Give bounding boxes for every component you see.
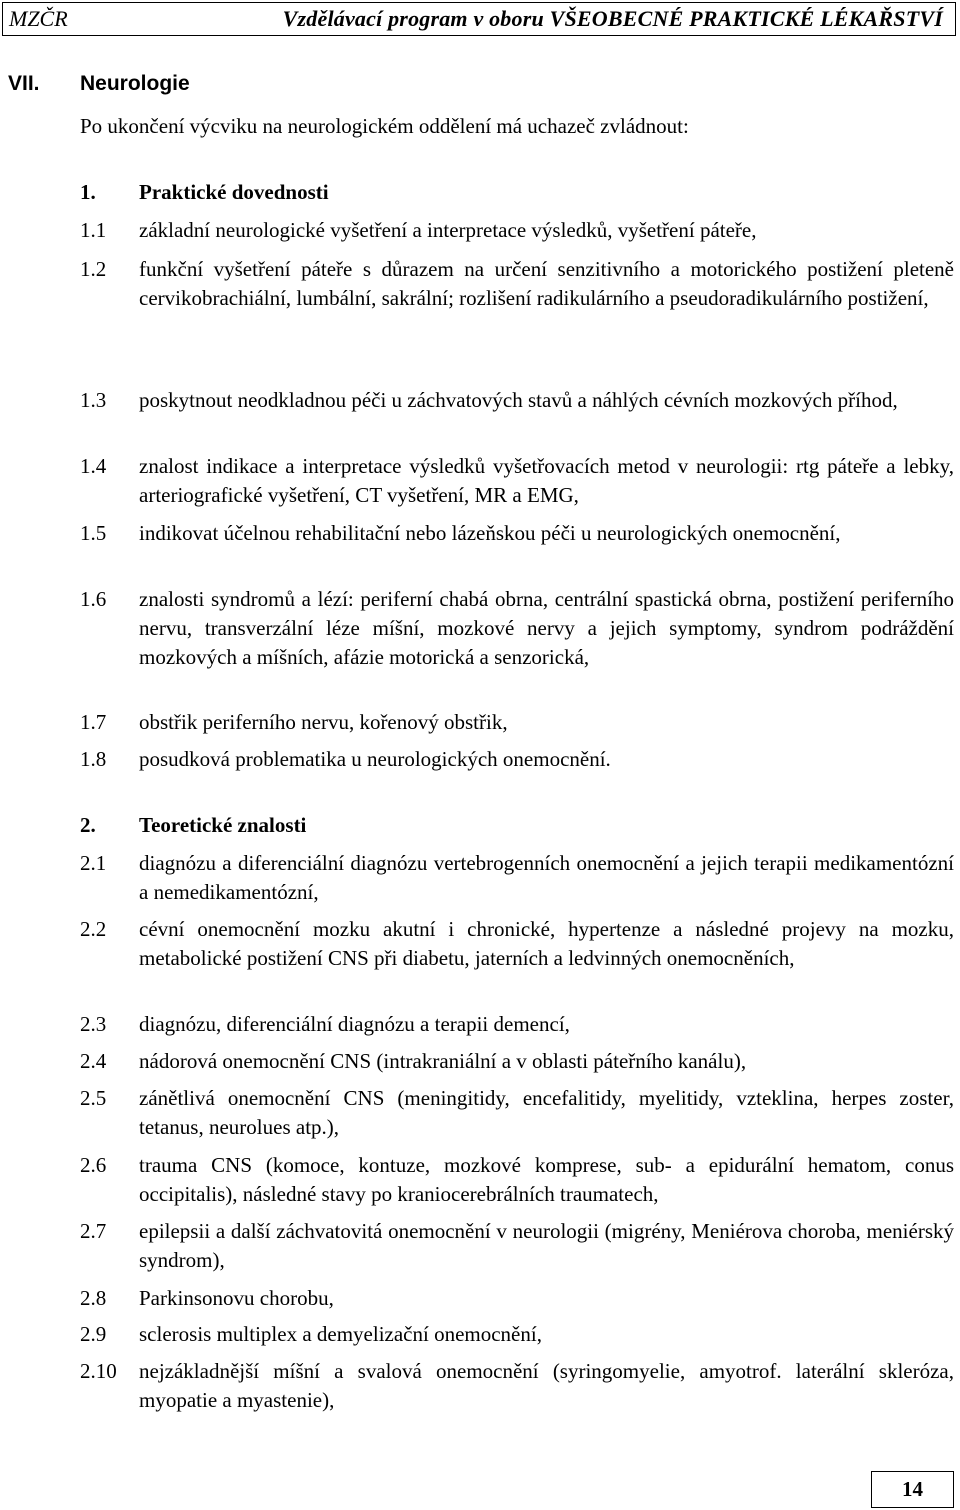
item-text: epilepsii a další záchvatovitá onemocnění v neurologii (migrény, Meniérova choroba, meniérský syndrom), <box>139 1219 954 1272</box>
item-number: 1.6 <box>80 587 107 611</box>
item-number: 1.2 <box>80 257 107 281</box>
item-text: cévní onemocnění mozku akutní i chronické, hypertenze a následné projevy na mozku, metabolické postižení CNS při diabetu, jaterních a ledvinných onemocněních, <box>139 917 954 970</box>
item-number: 2.7 <box>80 1219 107 1243</box>
chapter-heading <box>8 72 190 96</box>
item-text: funkční vyšetření páteře s důrazem na určení senzitivního a motorického postižení pleteně cervikobrachiální, lumbální, sakrální; rozlišení radikulárního a pseudoradikulárního postižení, <box>139 257 954 310</box>
list-item <box>80 216 954 245</box>
item-number: 1.7 <box>80 710 107 734</box>
item-text: znalost indikace a interpretace výsledků vyšetřovacích metod v neurologii: rtg páteře a lebky, arteriografické vyšetření, CT vyšetření, MR a EMG, <box>139 454 954 507</box>
chapter-title: Neurologie <box>80 72 190 95</box>
item-text: sclerosis multiplex a demyelizační onemocnění, <box>139 1322 542 1346</box>
section-2-heading <box>80 813 306 838</box>
list-item <box>80 745 954 774</box>
item-text: posudková problematika u neurologických onemocnění. <box>139 747 611 771</box>
header-title: Vzdělávací program v oboru VŠEOBECNÉ PRAKTICKÉ LÉKAŘSTVÍ <box>282 6 943 31</box>
item-text: nádorová onemocnění CNS (intrakraniální a v oblasti páteřního kanálu), <box>139 1049 747 1073</box>
section-2-number: 2. <box>80 813 96 837</box>
section-1-number: 1. <box>80 180 96 204</box>
item-number: 2.6 <box>80 1153 107 1177</box>
list-item <box>80 849 954 907</box>
section-1-heading <box>80 180 329 205</box>
chapter-number: VII. <box>8 72 40 95</box>
list-item <box>80 1320 954 1349</box>
item-number: 1.3 <box>80 388 107 412</box>
section-2-title: Teoretické znalosti <box>139 813 307 837</box>
list-item <box>80 915 954 973</box>
item-number: 1.5 <box>80 521 107 545</box>
item-number: 2.5 <box>80 1086 107 1110</box>
item-text: základní neurologické vyšetření a interpretace výsledků, vyšetření páteře, <box>139 218 757 242</box>
item-number: 1.8 <box>80 747 107 771</box>
intro-text: Po ukončení výcviku na neurologickém oddělení má uchazeč zvládnout: <box>80 114 689 138</box>
item-text: znalosti syndromů a lézí: periferní chabá obrna, centrální spastická obrna, postižení periferního nervu, transverzální léze míšní, mozkové nervy a jejich symptomy, syndrom podráždění mozkových a míšních, afázie motorická a senzorická, <box>139 587 954 669</box>
item-text: poskytnout neodkladnou péči u záchvatových stavů a náhlých cévních mozkových příhod, <box>139 388 898 412</box>
item-text: diagnózu a diferenciální diagnózu vertebrogenních onemocnění a jejich terapii medikamentózní a nemedikamentózní, <box>139 851 954 904</box>
item-number: 2.8 <box>80 1286 107 1310</box>
list-item <box>80 1010 954 1039</box>
list-item <box>80 1284 954 1313</box>
list-item <box>80 1217 954 1275</box>
list-item <box>80 255 954 313</box>
list-item <box>80 386 954 415</box>
item-number: 2.4 <box>80 1049 107 1073</box>
item-text: Parkinsonovu chorobu, <box>139 1286 334 1310</box>
list-item <box>80 1357 954 1415</box>
item-number: 2.1 <box>80 851 107 875</box>
item-number: 1.1 <box>80 218 107 242</box>
header-left: MZČR <box>9 6 68 31</box>
item-text: zánětlivá onemocnění CNS (meningitidy, encefalitidy, myelitidy, vzteklina, herpes zoster, tetanus, neurolues atp.), <box>139 1086 954 1139</box>
page-number: 14 <box>871 1471 954 1508</box>
item-text: trauma CNS (komoce, kontuze, mozkové komprese, sub- a epidurální hematom, conus occipitalis), následné stavy po kraniocerebrálních traumatech, <box>139 1153 954 1206</box>
list-item <box>80 1084 954 1142</box>
list-item <box>80 1151 954 1209</box>
item-number: 2.9 <box>80 1322 107 1346</box>
item-number: 2.2 <box>80 917 107 941</box>
item-text: diagnózu, diferenciální diagnózu a terapii demencí, <box>139 1012 570 1036</box>
list-item <box>80 519 954 548</box>
list-item <box>80 1047 954 1076</box>
list-item <box>80 585 954 672</box>
item-text: indikovat účelnou rehabilitační nebo lázeňskou péči u neurologických onemocnění, <box>139 521 841 545</box>
list-item <box>80 452 954 510</box>
item-number: 1.4 <box>80 454 107 478</box>
section-1-title: Praktické dovednosti <box>139 180 329 204</box>
item-text: obstřik periferního nervu, kořenový obstřik, <box>139 710 508 734</box>
item-number: 2.3 <box>80 1012 107 1036</box>
item-number: 2.10 <box>80 1359 117 1383</box>
item-text: nejzákladnější míšní a svalová onemocnění (syringomyelie, amyotrof. laterální skleróza, myopatie a myastenie), <box>139 1359 954 1412</box>
page-header <box>2 2 956 36</box>
list-item <box>80 708 954 737</box>
